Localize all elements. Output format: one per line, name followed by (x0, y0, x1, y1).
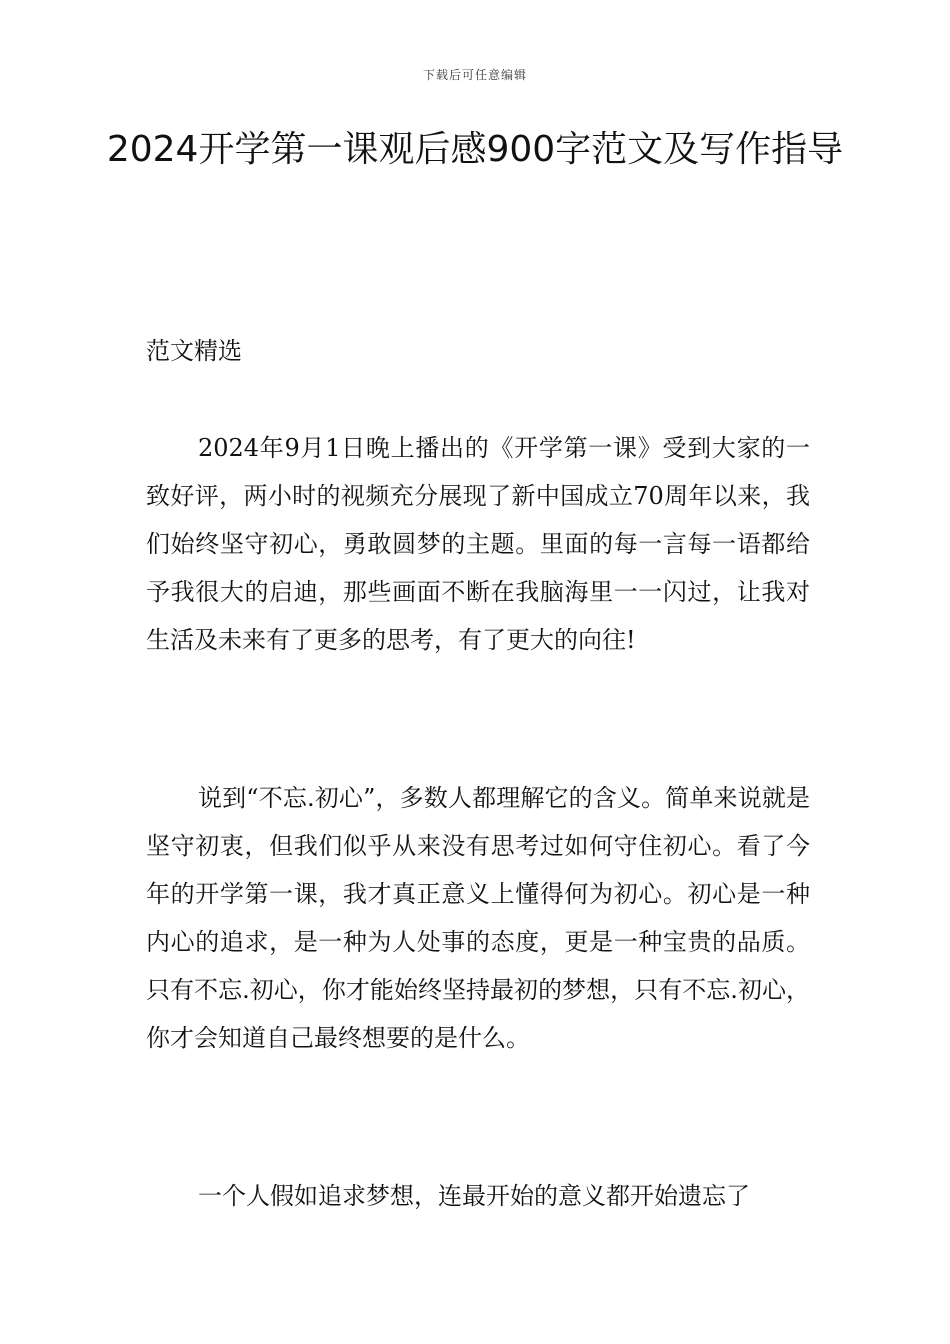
section-heading: 范文精选 (146, 337, 242, 365)
body-paragraph-2: 说到“不忘.初心”，多数人都理解它的含义。简单来说就是坚守初衷，但我们似乎从来没有思考过如何守住初心。看了今年的开学第一课，我才真正意义上懂得何为初心。初心是一种内心的追求，是一种为人处事的态度，更是一种宝贵的品质。只有不忘.初心，你才能始终坚持最初的梦想，只有不忘.初心，你才会知道自己最终想要的是什么。 (146, 784, 810, 1052)
header-note: 下载后可任意编辑 (422, 68, 527, 82)
body-paragraph-3: 一个人假如追求梦想，连最开始的意义都开始遗忘了 (198, 1182, 750, 1210)
page-title: 2024开学第一课观后感900字范文及写作指导 (106, 129, 844, 170)
body-paragraph-1: 2024年9月1日晚上播出的《开学第一课》受到大家的一致好评，两小时的视频充分展现了新中国成立70周年以来，我们始终坚守初心，勇敢圆梦的主题。里面的每一言每一语都给予我很大的启迪，那些画面不断在我脑海里一一闪过，让我对生活及未来有了更多的思考，有了更大的向往! (146, 434, 810, 654)
